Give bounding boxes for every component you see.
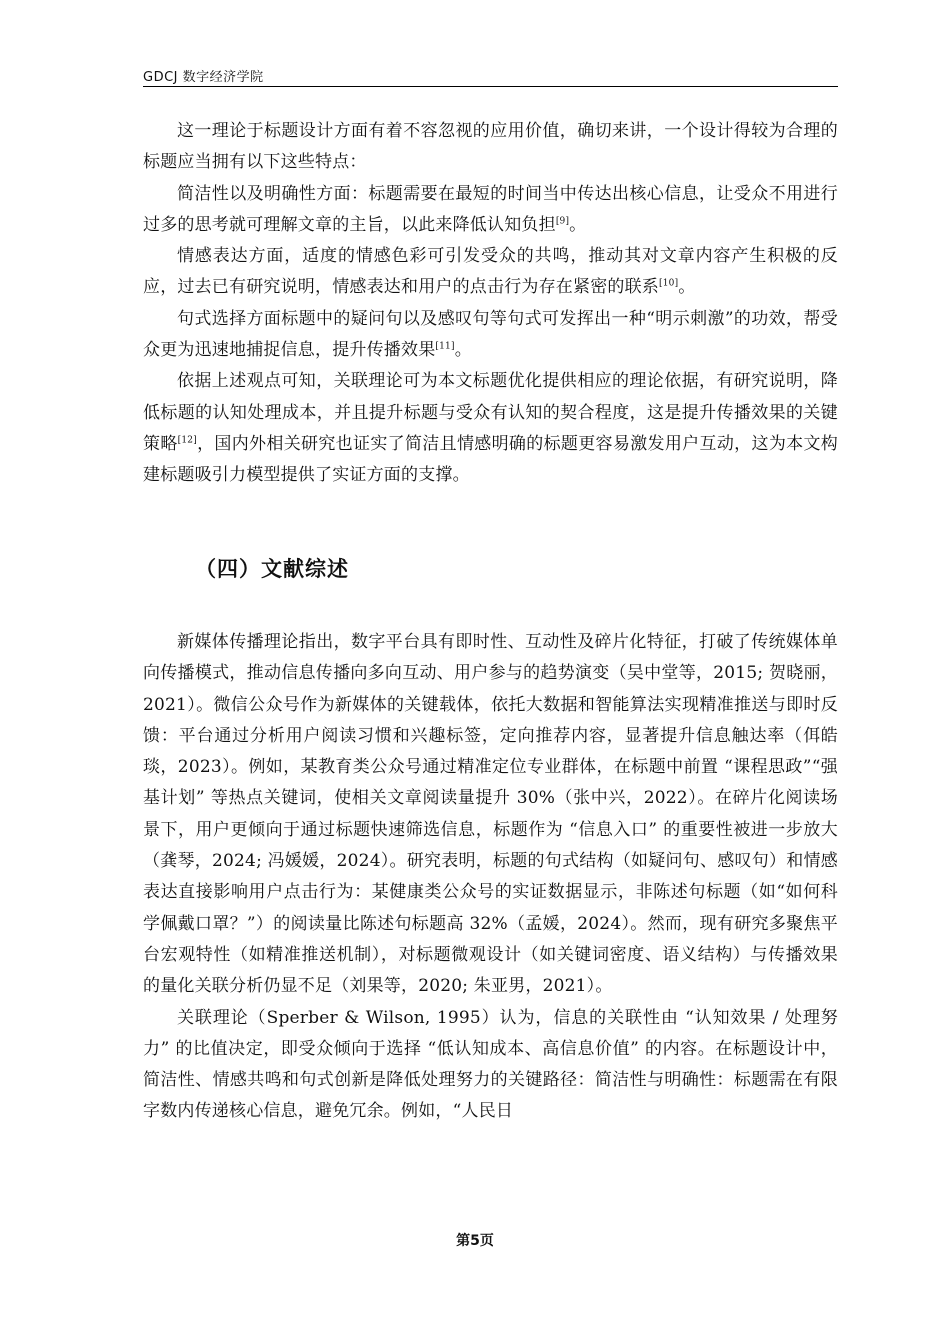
paragraph-tail: 。: [569, 214, 587, 235]
citation-ref: [9]: [555, 216, 570, 227]
paragraph: 关联理论（Sperber & Wilson, 1995）认为，信息的关联性由 “认知效果 / 处理努力” 的比值决定，即受众倾向于选择 “低认知成本、高信息价值” 的内容。在标题设计中，简洁性、情感共鸣和句式创新是降低处理努力的关键路径：简洁性与明确性：标题需在有限字数内传递核心信息，避免冗余。例如，“人民日: [143, 1007, 838, 1122]
running-header: GDCJ 数字经济学院: [143, 70, 264, 85]
paragraph-text: 这一理论于标题设计方面有着不容忽视的应用价值，确切来讲，一个设计得较为合理的标题应当拥有以下这些特点：: [143, 121, 838, 173]
section-body-theory: [143, 116, 838, 492]
page-number: 第5页: [456, 1233, 494, 1249]
citation-ref: [11]: [435, 341, 455, 352]
paragraph: [143, 366, 838, 491]
paragraph-tail: ，国内外相关研究也证实了简洁且情感明确的标题更容易激发用户互动，这为本文构建标题吸引力模型提供了实证方面的支撑。: [143, 433, 838, 486]
paragraph-text: 句式选择方面标题中的疑问句以及感叹句等句式可发挥出一种“明示刺激”的功效，帮受众更为迅速地捕捉信息，提升传播效果: [143, 308, 838, 361]
header-rule: [143, 86, 838, 87]
citation-ref: [12]: [177, 435, 197, 446]
paragraph: [143, 304, 838, 367]
paragraph-tail: 。: [678, 277, 696, 298]
section-heading: （四）文献综述: [195, 557, 349, 581]
paragraph-tail: 。: [454, 340, 472, 361]
paragraph-text: 情感表达方面，适度的情感色彩可引发受众的共鸣，推动其对文章内容产生积极的反应，过去已有研究说明，情感表达和用户的点击行为存在紧密的联系: [143, 246, 838, 298]
paragraph-text: 简洁性以及明确性方面：标题需要在最短的时间当中传达出核心信息，让受众不用进行过多的思考就可理解文章的主旨，以此来降低认知负担: [143, 183, 838, 235]
section-body-literature-review: [143, 627, 838, 1128]
citation-ref: [10]: [659, 278, 679, 289]
paragraph-text: 依据上述观点可知，关联理论可为本文标题优化提供相应的理论依据，有研究说明，降低标题的认知处理成本，并且提升标题与受众有认知的契合程度，这是提升传播效果的关键策略: [143, 371, 838, 454]
paragraph: [143, 179, 838, 242]
paragraph: 新媒体传播理论指出，数字平台具有即时性、互动性及碎片化特征，打破了传统媒体单向传播模式，推动信息传播向多向互动、用户参与的趋势演变（吴中堂等，2015; 贺晓丽，2021）。微信公众号作为新媒体的关键载体，依托大数据和智能算法实现精准推送与即时反馈：平台通过分析用户阅读习惯和兴趣标签，定向推荐内容，显著提升信息触达率（佴皓琰，2023）。例如，某教育类公众号通过精准定位专业群体，在标题中前置 “课程思政”“强基计划” 等热点关键词，使相关文章阅读量提升 30%（张中兴，2022）。在碎片化阅读场景下，用户更倾向于通过标题快速筛选信息，标题作为 “信息入口” 的重要性被进一步放大（龚琴，2024; 冯媛媛，2024）。研究表明，标题的句式结构（如疑问句、感叹句）和情感表达直接影响用户点击行为：某健康类公众号的实证数据显示，非陈述句标题（如“如何科学佩戴口罩？”）的阅读量比陈述句标题高 32%（孟媛，2024）。然而，现有研究多聚焦平台宏观特性（如精准推送机制），对标题微观设计（如关键词密度、语义结构）与传播效果的量化关联分析仍显不足（刘果等，2020; 朱亚男，2021）。: [143, 632, 838, 997]
paragraph: [143, 241, 838, 304]
paragraph: [143, 116, 838, 179]
